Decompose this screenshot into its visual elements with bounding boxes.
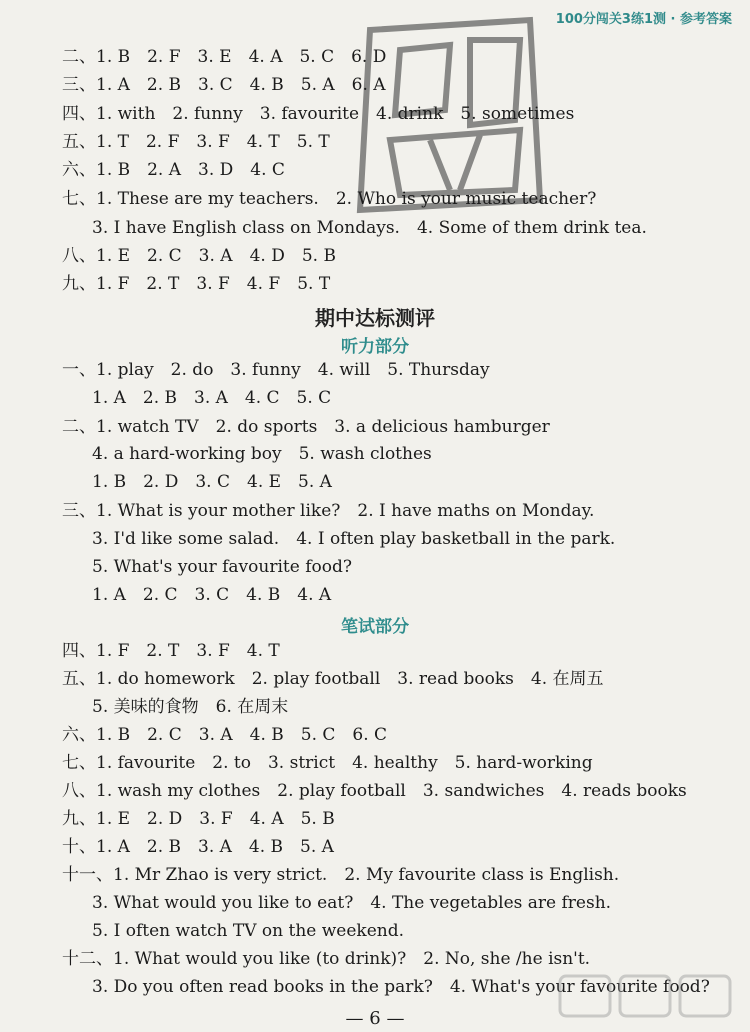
answer-line: 三、1. A 2. B 3. C 4. B 5. A 6. A	[62, 75, 386, 95]
answer-line: 九、1. F 2. T 3. F 4. F 5. T	[62, 274, 331, 294]
answer-line: 3. I'd like some salad. 4. I often play basketball in the park.	[92, 529, 616, 549]
answer-line: 3. I have English class on Mondays. 4. Some of them drink tea.	[92, 218, 647, 238]
page-number: — 6 —	[345, 1008, 405, 1029]
answer-line: 七、1. These are my teachers. 2. Who is your music teacher?	[62, 189, 597, 209]
watermark-logo	[550, 966, 740, 1026]
section-title: 期中达标测评	[315, 306, 435, 330]
answer-line: 八、1. wash my clothes 2. play football 3. sandwiches 4. reads books	[62, 781, 687, 801]
answer-line: 六、1. B 2. A 3. D 4. C	[62, 160, 285, 180]
answer-line: 四、1. with 2. funny 3. favourite 4. drink 5. sometimes	[62, 104, 575, 124]
answer-line: 5. 美味的食物 6. 在周末	[92, 697, 289, 717]
answer-line: 二、1. watch TV 2. do sports 3. a delicious hamburger	[62, 417, 550, 437]
answer-line: 1. A 2. C 3. C 4. B 4. A	[92, 585, 332, 605]
answer-line: 十、1. A 2. B 3. A 4. B 5. A	[62, 837, 334, 857]
answer-line: 七、1. favourite 2. to 3. strict 4. healthy 5. hard-working	[62, 753, 593, 773]
answer-line: 5. I often watch TV on the weekend.	[92, 921, 405, 941]
answer-line: 3. Do you often read books in the park? 4. What's your favourite food?	[92, 977, 710, 997]
answer-line: 十二、1. What would you like (to drink)? 2. No, she /he isn't.	[62, 949, 591, 969]
answer-line: 3. What would you like to eat? 4. The vegetables are fresh.	[92, 893, 612, 913]
answer-line: 六、1. B 2. C 3. A 4. B 5. C 6. C	[62, 725, 388, 745]
answer-line: 四、1. F 2. T 3. F 4. T	[62, 641, 280, 661]
answer-line: 八、1. E 2. C 3. A 4. D 5. B	[62, 246, 336, 266]
answer-line: 1. B 2. D 3. C 4. E 5. A	[92, 472, 332, 492]
page-header: 100分闯关3练1测 · 参考答案	[555, 12, 732, 27]
answer-line: 二、1. B 2. F 3. E 4. A 5. C 6. D	[62, 47, 387, 67]
answer-line: 五、1. T 2. F 3. F 4. T 5. T	[62, 132, 330, 152]
answer-line: 十一、1. Mr Zhao is very strict. 2. My favourite class is English.	[62, 865, 620, 885]
writing-title: 笔试部分	[341, 617, 409, 637]
answer-line: 五、1. do homework 2. play football 3. read books 4. 在周五	[62, 669, 604, 689]
answer-line: 4. a hard-working boy 5. wash clothes	[92, 444, 432, 464]
answer-line: 5. What's your favourite food?	[92, 557, 352, 577]
answer-line: 三、1. What is your mother like? 2. I have maths on Monday.	[62, 501, 595, 521]
answer-line: 一、1. play 2. do 3. funny 4. will 5. Thursday	[62, 360, 490, 380]
answer-line: 1. A 2. B 3. A 4. C 5. C	[92, 388, 332, 408]
answer-line: 九、1. E 2. D 3. F 4. A 5. B	[62, 809, 335, 829]
listening-title: 听力部分	[341, 337, 409, 357]
